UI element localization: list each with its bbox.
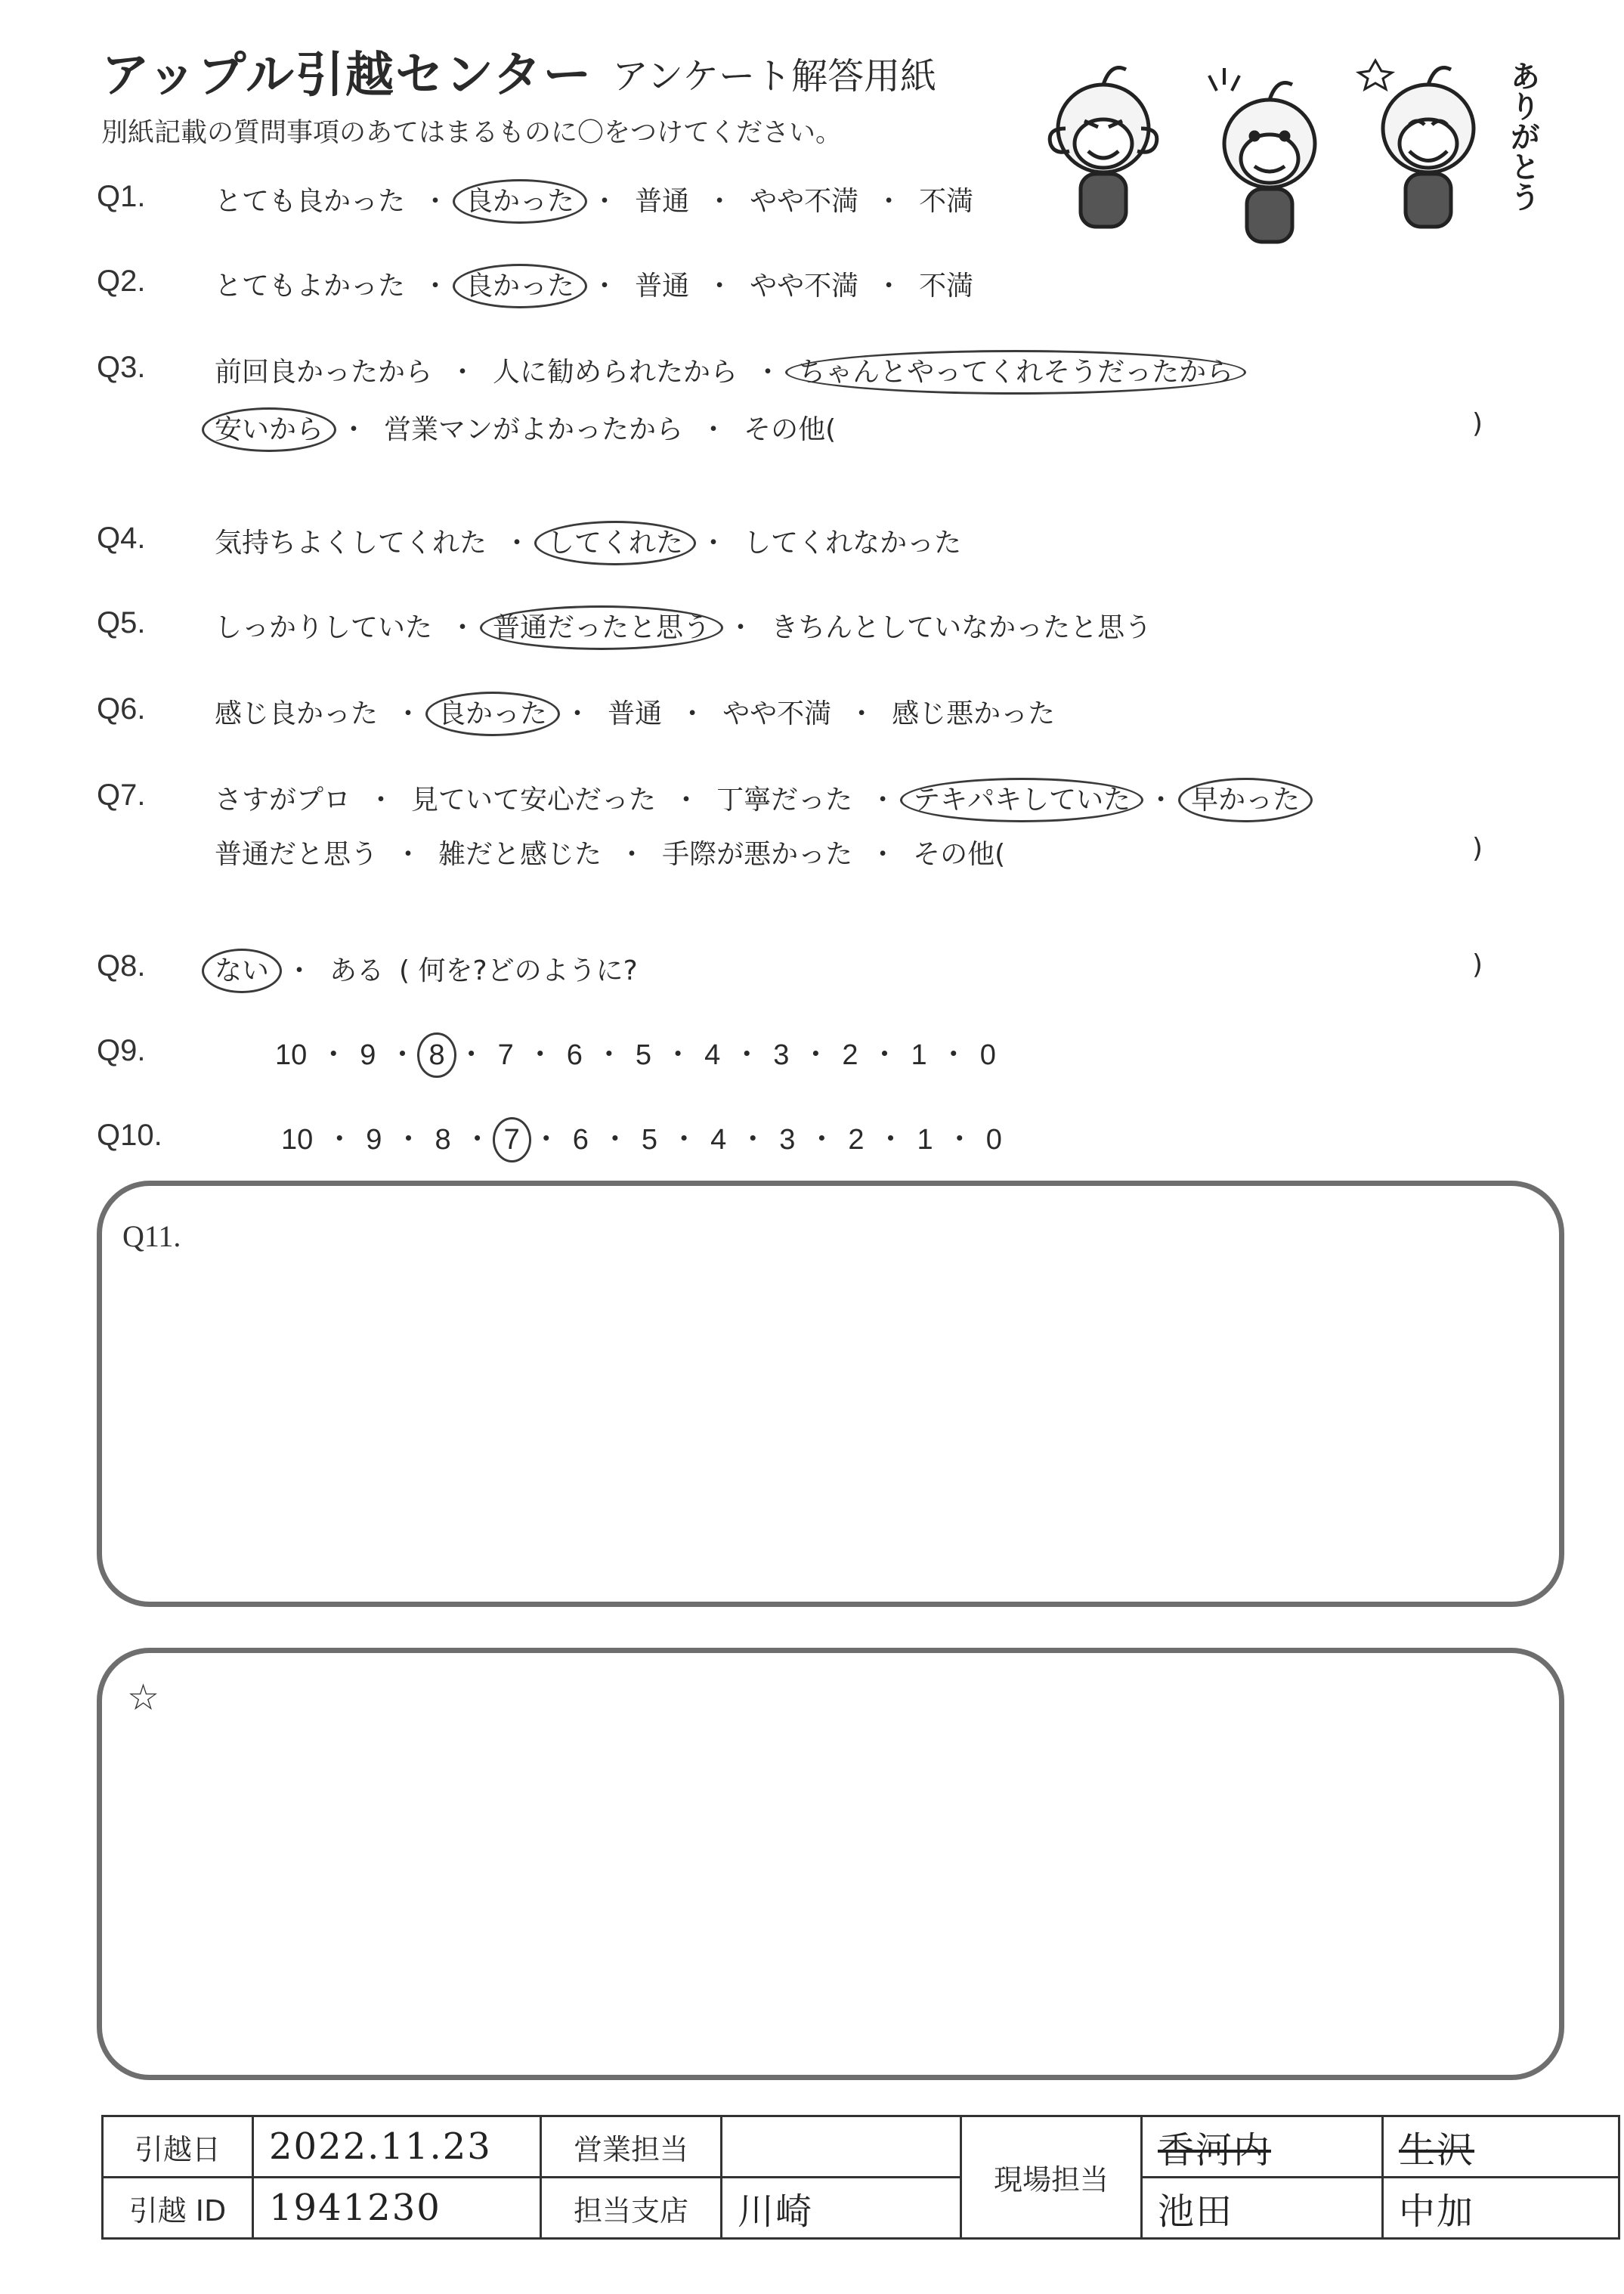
- q8-label: Q8.: [97, 949, 146, 983]
- move-id-label: 引越 ID: [103, 2178, 253, 2239]
- q9-scale: 10 ・ 9 ・ 8 ・ 7 ・ 6 ・ 5 ・ 4 ・ 3 ・ 2 ・ 1 ・ 0: [275, 1031, 996, 1073]
- q1-option-2-selected[interactable]: 良かった: [453, 179, 587, 224]
- q9-score-0[interactable]: 0: [979, 1039, 996, 1071]
- q10-scale: 10 ・ 9 ・ 8 ・ 7 ・ 6 ・ 5 ・ 4 ・ 3 ・ 2 ・ 1 ・ 0: [281, 1116, 1002, 1157]
- q9-score-9[interactable]: 9: [360, 1039, 376, 1071]
- q7-option-1[interactable]: さすがプロ: [215, 785, 351, 816]
- q3-option-other[interactable]: その他(: [744, 414, 837, 445]
- move-date-label: 引越日: [103, 2116, 253, 2178]
- q10-score-5[interactable]: 5: [641, 1124, 658, 1156]
- q7-other-close: ): [1472, 833, 1483, 864]
- q2-option-1[interactable]: とてもよかった: [215, 271, 406, 302]
- thanks-text: ありがとう: [1505, 60, 1540, 212]
- q3-option-4-selected[interactable]: 安いから: [202, 407, 336, 452]
- q4-option-2-selected[interactable]: してくれた: [534, 521, 696, 565]
- q7-option-8[interactable]: 手際が悪かった: [662, 839, 853, 870]
- q9-score-7[interactable]: 7: [497, 1039, 514, 1071]
- q9-score-2[interactable]: 2: [842, 1039, 858, 1071]
- q9-score-8-selected[interactable]: 8: [417, 1032, 456, 1078]
- q7-label: Q7.: [97, 779, 146, 812]
- q3-option-5[interactable]: 営業マンがよかったから: [384, 414, 684, 445]
- q10-score-6[interactable]: 6: [572, 1124, 589, 1156]
- branch-label: 担当支店: [541, 2178, 722, 2239]
- brand-title: アップル引越センター: [101, 48, 593, 104]
- sales-label: 営業担当: [541, 2116, 722, 2178]
- q7-option-3[interactable]: 丁寧だった: [716, 785, 853, 816]
- q8-option-yes[interactable]: ある: [329, 955, 385, 986]
- field-staff-struck-2: [1383, 2116, 1619, 2178]
- monkey-mascot-center: [1224, 83, 1315, 243]
- q2-option-3[interactable]: 普通: [635, 271, 690, 302]
- star-icon: ☆: [127, 1676, 160, 1719]
- q3-option-3-selected[interactable]: ちゃんとやってくれそうだったから: [785, 350, 1246, 395]
- q5-option-1[interactable]: しっかりしていた: [215, 612, 433, 643]
- q6-options: 感じ良かった ・ 良かった ・ 普通 ・ やや不満 ・ 感じ悪かった: [215, 692, 1055, 731]
- q3-label: Q3.: [97, 351, 146, 384]
- monkey-mascot-right: [1383, 68, 1474, 228]
- q6-option-3[interactable]: 普通: [608, 698, 663, 729]
- q10-score-10[interactable]: 10: [281, 1124, 314, 1156]
- branch-value: 川崎: [722, 2178, 961, 2239]
- monkey-mascot-left: [1050, 68, 1157, 228]
- q9-score-3[interactable]: 3: [773, 1039, 790, 1071]
- q7-options-line1: さすがプロ ・ 見ていて安心だった ・ 丁寧だった ・ テキパキしていた ・ 早かった: [215, 779, 1300, 817]
- q11-comment-box[interactable]: [97, 1181, 1564, 1607]
- q4-option-1[interactable]: 気持ちよくしてくれた: [215, 528, 487, 559]
- q8-prompt: ( 何を?どのように?: [399, 955, 638, 986]
- q11-label: Q11.: [122, 1219, 181, 1253]
- q1-option-1[interactable]: とても良かった: [215, 186, 406, 217]
- q7-option-6[interactable]: 普通だと思う: [215, 839, 379, 870]
- q8-options: ない ・ ある ( 何を?どのように?: [215, 949, 638, 988]
- field-staff-label: 現場担当: [961, 2116, 1142, 2239]
- q5-option-3[interactable]: きちんとしていなかったと思う: [771, 612, 1152, 643]
- q6-option-1[interactable]: 感じ良かった: [215, 698, 379, 729]
- field-staff-struck-2-text: 生沢: [1399, 2128, 1475, 2172]
- q9-score-6[interactable]: 6: [566, 1039, 583, 1071]
- form-title: アンケート解答用紙: [612, 55, 937, 98]
- move-id-value: 1941230: [253, 2178, 541, 2239]
- q1-label: Q1.: [97, 180, 146, 213]
- q6-option-2-selected[interactable]: 良かった: [425, 692, 560, 736]
- q3-other-close: ): [1472, 408, 1483, 439]
- star-comment-box[interactable]: [97, 1648, 1564, 2080]
- q2-option-2-selected[interactable]: 良かった: [453, 264, 587, 308]
- q7-options-line2: 普通だと思う ・ 雑だと感じた ・ 手際が悪かった ・ その他(: [215, 839, 1006, 870]
- q9-label: Q9.: [97, 1034, 146, 1067]
- q5-options: しっかりしていた ・ 普通だったと思う ・ きちんとしていなかったと思う: [215, 606, 1152, 645]
- q9-score-1[interactable]: 1: [911, 1039, 927, 1071]
- q3-options-line1: 前回良かったから ・ 人に勧められたから ・ ちゃんとやってくれそうだったから: [215, 351, 1233, 389]
- q9-score-10[interactable]: 10: [275, 1039, 308, 1071]
- field-staff-1: 池田: [1142, 2178, 1383, 2239]
- q2-label: Q2.: [97, 265, 146, 298]
- q8-close: ): [1472, 949, 1483, 980]
- q6-option-5[interactable]: 感じ悪かった: [892, 698, 1056, 729]
- q3-option-2[interactable]: 人に勧められたから: [493, 357, 738, 388]
- q6-label: Q6.: [97, 692, 146, 726]
- sales-value: [722, 2116, 961, 2178]
- q7-option-2[interactable]: 見ていて安心だった: [411, 785, 657, 816]
- q4-option-3[interactable]: してくれなかった: [744, 528, 962, 559]
- q7-option-5-selected[interactable]: 早かった: [1178, 778, 1313, 822]
- q10-score-4[interactable]: 4: [710, 1124, 727, 1156]
- q2-option-4[interactable]: やや不満: [750, 271, 859, 302]
- q9-score-4[interactable]: 4: [704, 1039, 721, 1071]
- q4-options: 気持ちよくしてくれた ・ してくれた ・ してくれなかった: [215, 522, 961, 560]
- q8-option-none-selected[interactable]: ない: [202, 949, 282, 993]
- q10-score-1[interactable]: 1: [917, 1124, 933, 1156]
- q6-option-4[interactable]: やや不満: [722, 698, 832, 729]
- q2-options: とてもよかった ・ 良かった ・ 普通 ・ やや不満 ・ 不満: [215, 265, 973, 303]
- footer-info-table: [101, 2115, 1620, 2240]
- q10-score-0[interactable]: 0: [985, 1124, 1002, 1156]
- field-staff-struck-1-text: 香河内: [1158, 2128, 1272, 2172]
- q1-options: とても良かった ・ 良かった ・ 普通 ・ やや不満 ・ 不満: [215, 180, 973, 218]
- q10-score-7-selected[interactable]: 7: [493, 1117, 531, 1162]
- q1-option-3[interactable]: 普通: [635, 186, 690, 217]
- q7-option-other[interactable]: その他(: [913, 839, 1006, 870]
- q7-option-4-selected[interactable]: テキパキしていた: [900, 778, 1143, 822]
- q3-option-1[interactable]: 前回良かったから: [215, 357, 433, 388]
- q10-score-2[interactable]: 2: [848, 1124, 865, 1156]
- field-staff-2: 中加: [1383, 2178, 1619, 2239]
- q9-score-5[interactable]: 5: [635, 1039, 652, 1071]
- q3-options-line2: 安いから ・ 営業マンがよかったから ・ その他(: [215, 408, 836, 447]
- q5-option-2-selected[interactable]: 普通だったと思う: [480, 605, 723, 650]
- q10-score-9[interactable]: 9: [366, 1124, 382, 1156]
- q4-label: Q4.: [97, 522, 146, 555]
- q1-option-4[interactable]: やや不満: [750, 186, 859, 217]
- q5-label: Q5.: [97, 606, 146, 639]
- q10-label: Q10.: [97, 1119, 162, 1152]
- q10-score-3[interactable]: 3: [779, 1124, 796, 1156]
- q10-score-8[interactable]: 8: [435, 1124, 451, 1156]
- monkey-mascots-illustration: [1020, 30, 1549, 257]
- instruction-text: 別紙記載の質問事項のあてはまるものに〇をつけてください。: [101, 118, 843, 148]
- q1-option-5[interactable]: 不満: [919, 186, 974, 217]
- field-staff-struck-1: [1142, 2116, 1383, 2178]
- q7-option-7[interactable]: 雑だと感じた: [438, 839, 602, 870]
- move-date-value: 2022.11.23: [253, 2116, 541, 2178]
- q2-option-5[interactable]: 不満: [919, 271, 974, 302]
